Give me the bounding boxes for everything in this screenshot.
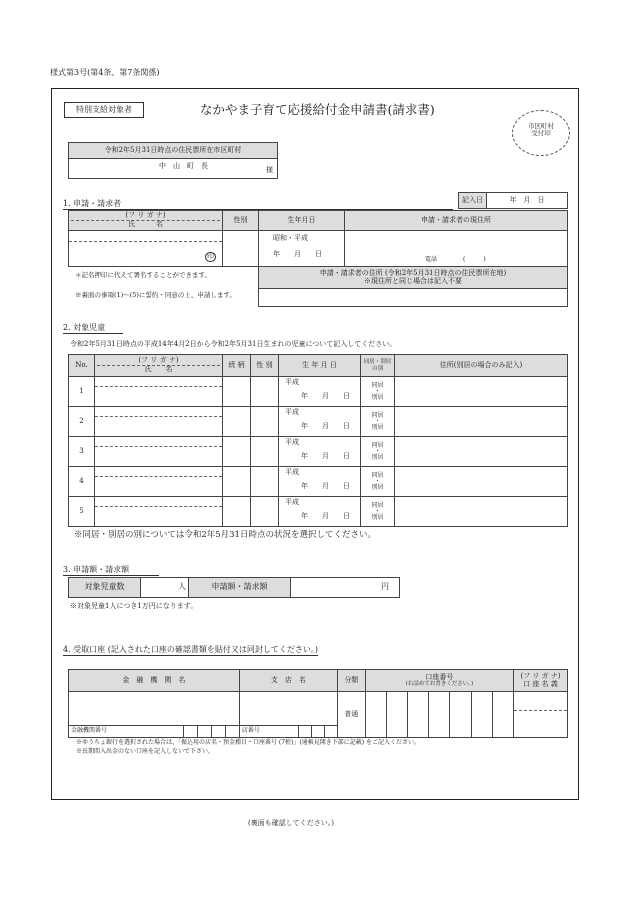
dob-ymd: 年 月 日 [273, 250, 322, 258]
branch-code-digit[interactable] [312, 726, 325, 738]
child-address-cell[interactable] [395, 407, 568, 437]
child-address-cell[interactable] [395, 377, 568, 407]
live-apart[interactable]: 別居 [371, 453, 384, 461]
child-name-cell[interactable] [95, 467, 223, 497]
bank-code-digit[interactable] [225, 726, 239, 738]
col-address: 住所(別居の場合のみ記入) [395, 355, 568, 377]
cohabitation-note: ※同居・別居の別については令和2年5月31日時点の状況を選択してください。 [74, 530, 376, 540]
stamp-line-1: 市区町村 [528, 122, 554, 130]
table-row [69, 377, 568, 407]
furigana-line [95, 476, 222, 477]
entry-date-value[interactable]: 年 月 日 [487, 193, 568, 209]
children-table [68, 354, 568, 527]
col-live-1: 同居・別居 [363, 359, 392, 366]
dob-header: 生年月日 [259, 211, 345, 231]
live-dot: ・ [374, 447, 381, 455]
form-title: なかやま子育て応援給付金申請書(請求書) [200, 102, 435, 117]
live-apart[interactable]: 別居 [371, 483, 384, 491]
branch-name-cell[interactable] [239, 692, 337, 726]
footer-note: (裏面も確認してください。) [248, 819, 334, 827]
applicant-name-cell[interactable] [69, 231, 223, 267]
live-apart[interactable]: 別居 [371, 393, 384, 401]
same-address-note: ※現住所と同じ場合は記入不要 [364, 276, 462, 285]
account-type-futsu[interactable]: 普通 [337, 692, 365, 738]
table-row [69, 467, 568, 497]
bank-name-cell[interactable] [69, 692, 240, 726]
child-dob-era: 平成 [285, 378, 299, 386]
gender-header: 性別 [223, 211, 259, 231]
branch-name-header: 支 店 名 [239, 670, 337, 692]
live-dot: ・ [374, 387, 381, 395]
section4-title: 4. 受取口座 (記入された口座の確認書類を貼付又は同封してください。) [63, 645, 318, 654]
bank-table [68, 669, 568, 738]
col-furigana: (フ リ ガ ナ) [138, 356, 179, 365]
child-name-cell[interactable] [95, 407, 223, 437]
live-apart[interactable]: 別居 [371, 513, 384, 521]
section1-title: 1. 申請・請求者 [63, 198, 453, 210]
row-no: 5 [69, 497, 95, 527]
furigana-line [95, 506, 222, 507]
live-dot: ・ [374, 417, 381, 425]
live-dot: ・ [374, 477, 381, 485]
col-relation: 続 柄 [223, 355, 251, 377]
child-gender-cell[interactable] [251, 407, 279, 437]
furigana-line [69, 241, 222, 242]
child-dob-ymd: 年 月 日 [301, 422, 350, 430]
child-gender-cell[interactable] [251, 467, 279, 497]
child-address-cell[interactable] [395, 467, 568, 497]
bank-code-digit[interactable] [197, 726, 211, 738]
section2-title: 2. 対象児童 [63, 322, 123, 334]
account-type-header: 分類 [337, 670, 365, 692]
phone-label: 電話 [425, 256, 438, 264]
special-badge: 特別支給対象者 [64, 102, 144, 118]
child-relation-cell[interactable] [223, 467, 251, 497]
entry-date-table [458, 192, 568, 209]
child-dob-era: 平成 [285, 468, 299, 476]
col-gender: 性 別 [251, 355, 279, 377]
child-dob-ymd: 年 月 日 [301, 452, 350, 460]
child-dob-ymd: 年 月 日 [301, 482, 350, 490]
acct-digit[interactable] [450, 692, 471, 738]
current-address-header: 申請・請求者の現住所 [345, 211, 568, 231]
table-row [69, 407, 568, 437]
furigana-line [95, 446, 222, 447]
applicant-table [68, 210, 568, 267]
acct-digit[interactable] [408, 692, 429, 738]
residence-header: 令和2年5月31日時点の住民票所在市区町村 [69, 143, 278, 159]
consent-note: ※裏面の事項(1)～(5)に誓約・同意の上、申請します。 [75, 291, 236, 299]
live-together[interactable]: 同居 [371, 441, 384, 449]
entry-date-label: 記入日 [459, 193, 487, 209]
account-number-note: (右詰めでお書きください。) [405, 681, 474, 688]
holder-furigana-header: (フ リ ガ ナ) [520, 671, 561, 680]
applicant-address-cell[interactable] [345, 231, 568, 267]
form-number: 様式第3号(第4条、第7条関係) [50, 68, 160, 77]
child-relation-cell[interactable] [223, 407, 251, 437]
addressee-table [68, 142, 278, 179]
child-dob-ymd: 年 月 日 [301, 512, 350, 520]
child-gender-cell[interactable] [251, 437, 279, 467]
child-relation-cell[interactable] [223, 377, 251, 407]
account-number-header: 口座番号 [425, 672, 454, 681]
branch-code-digit[interactable] [324, 726, 337, 738]
child-gender-cell[interactable] [251, 497, 279, 527]
holder-header: 口 座 名 義 [523, 679, 558, 688]
col-no: No. [69, 355, 95, 377]
acct-digit[interactable] [471, 692, 492, 738]
signature-note: ＊記名押印に代えて署名することができます。 [75, 271, 211, 279]
phone-paren: ( ) [463, 256, 486, 264]
section3-title: 3. 申請額・請求額 [63, 564, 159, 576]
furigana-line [95, 416, 222, 417]
bank-name-header: 金 融 機 関 名 [69, 670, 240, 692]
child-relation-cell[interactable] [223, 437, 251, 467]
live-together[interactable]: 同居 [371, 381, 384, 389]
reception-stamp-area [512, 110, 570, 156]
children-intro: 令和2年5月31日時点の平成14年4月2日から令和2年5月31日生まれの児童について記入してください。 [70, 340, 397, 348]
child-name-cell[interactable] [95, 377, 223, 407]
bank-code-digit[interactable] [211, 726, 225, 738]
live-together[interactable]: 同居 [371, 501, 384, 509]
col-name: 氏 名 [97, 365, 220, 374]
amount-note: ※対象児童1人につき1万円になります。 [70, 602, 198, 610]
registered-address-table [258, 266, 568, 307]
dob-era: 昭和・平成 [273, 234, 308, 242]
col-dob: 生 年 月 日 [279, 355, 361, 377]
acct-digit[interactable] [492, 692, 513, 738]
registered-address-cell[interactable] [259, 289, 568, 307]
child-address-cell[interactable] [395, 497, 568, 527]
row-no: 3 [69, 437, 95, 467]
acct-digit[interactable] [386, 692, 407, 738]
branch-code-digit[interactable] [299, 726, 312, 738]
name-header: 氏 名 [71, 220, 220, 229]
holder-furigana-line [514, 710, 567, 711]
holder-cell[interactable] [513, 692, 567, 738]
amount-value[interactable]: 円 [291, 578, 400, 598]
registered-address-header: 申請・請求者の住所 (令和2年5月31日時点の住民票所在地) [319, 268, 507, 277]
child-name-cell[interactable] [95, 497, 223, 527]
sama-suffix: 様 [266, 166, 273, 174]
table-row [69, 497, 568, 527]
bank-code-digit[interactable] [183, 726, 197, 738]
row-no: 1 [69, 377, 95, 407]
live-apart[interactable]: 別居 [371, 423, 384, 431]
dormant-account-note: ※長期間入出金のない口座を記入しないで下さい。 [76, 748, 215, 755]
table-row [69, 437, 568, 467]
seal-mark: 印 [207, 252, 214, 261]
applicant-gender-cell[interactable] [223, 231, 259, 267]
child-count-value[interactable]: 人 [141, 578, 189, 598]
live-dot: ・ [374, 507, 381, 515]
amount-table [68, 577, 400, 598]
child-dob-era: 平成 [285, 438, 299, 446]
furigana-line [95, 386, 222, 387]
furigana-header: (フ リ ガ ナ) [125, 211, 166, 220]
mayor-name: 中 山 町 長 [159, 162, 208, 170]
child-relation-cell[interactable] [223, 497, 251, 527]
bank-code-label: 金融機関番号 [69, 726, 184, 738]
amount-label: 申請額・請求額 [189, 578, 291, 598]
child-gender-cell[interactable] [251, 377, 279, 407]
live-together[interactable]: 同居 [371, 471, 384, 479]
yucho-note: ※ゆうちょ銀行を選択された場合は、「振込用の店名・預金種目・口座番号 (7桁)」(通帳見開き下部に記載) をご記入ください。 [76, 739, 420, 746]
acct-digit[interactable] [365, 692, 386, 738]
child-dob-era: 平成 [285, 408, 299, 416]
child-address-cell[interactable] [395, 437, 568, 467]
branch-code-label: 店番号 [239, 726, 298, 738]
acct-digit[interactable] [429, 692, 450, 738]
child-name-cell[interactable] [95, 437, 223, 467]
row-no: 4 [69, 467, 95, 497]
row-no: 2 [69, 407, 95, 437]
child-count-label: 対象児童数 [69, 578, 141, 598]
child-dob-ymd: 年 月 日 [301, 392, 350, 400]
live-together[interactable]: 同居 [371, 411, 384, 419]
child-dob-era: 平成 [285, 498, 299, 506]
col-live-2: の別 [371, 365, 383, 372]
stamp-line-2: 受付印 [531, 129, 551, 138]
